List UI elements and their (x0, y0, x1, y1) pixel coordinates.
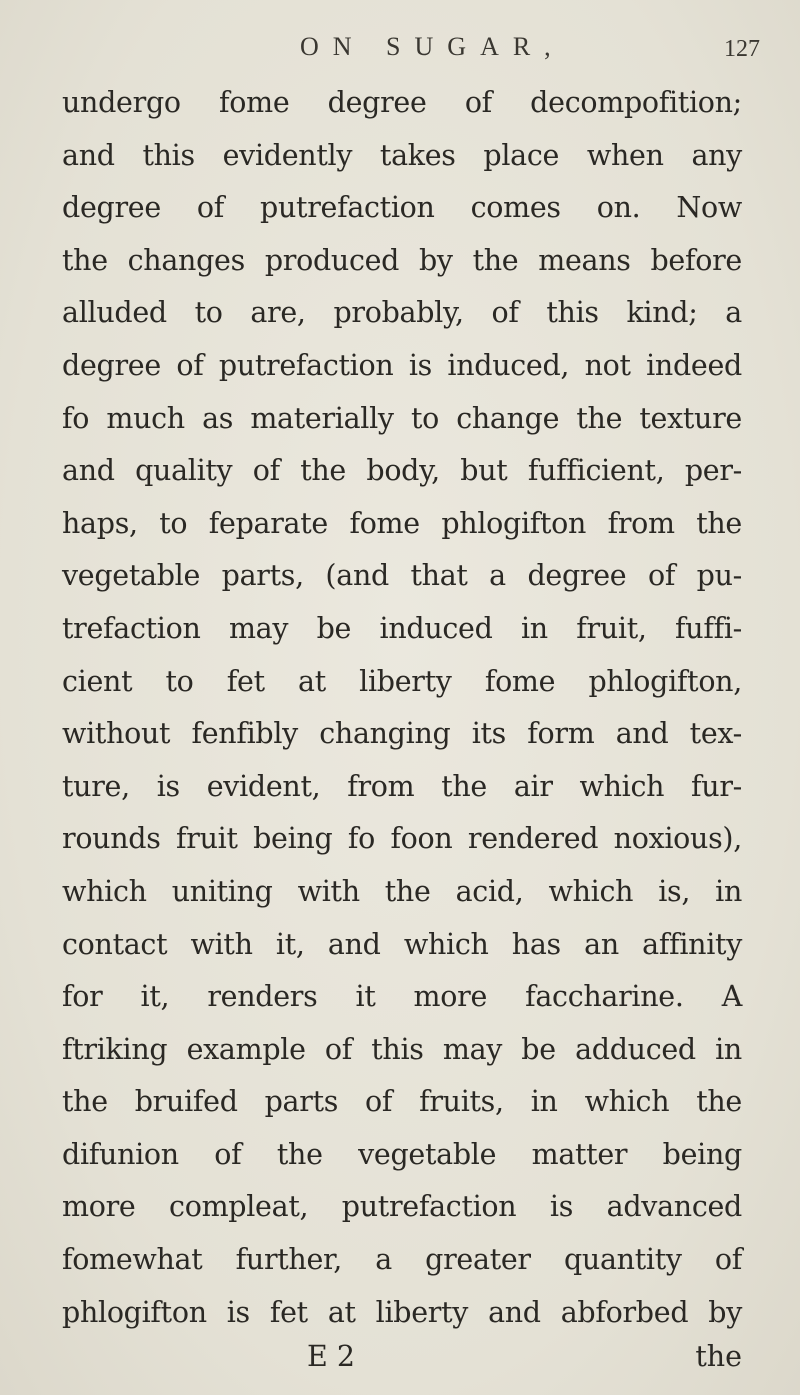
text-line: fo much as materially to change the texture (62, 401, 742, 435)
text-line: undergo fome degree of decompofition; (62, 86, 742, 119)
text-line: ftriking example of this may be adduced in (62, 1032, 742, 1066)
catchword: the (695, 1340, 742, 1373)
text-line: difunion of the vegetable matter being (62, 1137, 742, 1171)
text-line: alluded to are, probably, of this kind; a (62, 296, 742, 330)
text-line: and quality of the body, but fufficient, per- (62, 454, 742, 488)
text-line: and this evidently takes place when any (62, 138, 742, 172)
text-line: without fenfibly changing its form and tex- (62, 717, 742, 751)
text-line: for it, renders it more faccharine. A (62, 980, 742, 1014)
body-text (62, 77, 742, 1339)
text-line: trefaction may be induced in fruit, fuffi- (62, 611, 742, 645)
text-line: which uniting with the acid, which is, in (62, 874, 742, 908)
text-line: rounds fruit being fo foon rendered noxious), (62, 822, 742, 856)
text-line: degree of putrefaction is induced, not indeed (62, 348, 742, 382)
footer-line (62, 1340, 742, 1390)
signature-mark: E 2 (307, 1340, 355, 1373)
text-line: degree of putrefaction comes on. Now (62, 191, 742, 225)
text-line: fomewhat further, a greater quantity of (62, 1243, 742, 1277)
text-line: phlogifton is fet at liberty and abforbed by (62, 1295, 742, 1329)
text-line: contact with it, and which has an affinity (62, 927, 742, 961)
text-line: more compleat, putrefaction is advanced (62, 1190, 742, 1224)
page-number: 127 (724, 36, 760, 62)
text-line: ture, is evident, from the air which fur- (62, 769, 742, 803)
text-line: the changes produced by the means before (62, 243, 742, 277)
text-line: cient to fet at liberty fome phlogifton, (62, 664, 742, 698)
text-line: the bruifed parts of fruits, in which the (62, 1085, 742, 1119)
running-head (0, 28, 800, 68)
text-line: vegetable parts, (and that a degree of pu- (62, 559, 742, 593)
text-line: haps, to feparate fome phlogifton from the (62, 506, 742, 540)
running-title: ON SUGAR, (300, 32, 565, 61)
